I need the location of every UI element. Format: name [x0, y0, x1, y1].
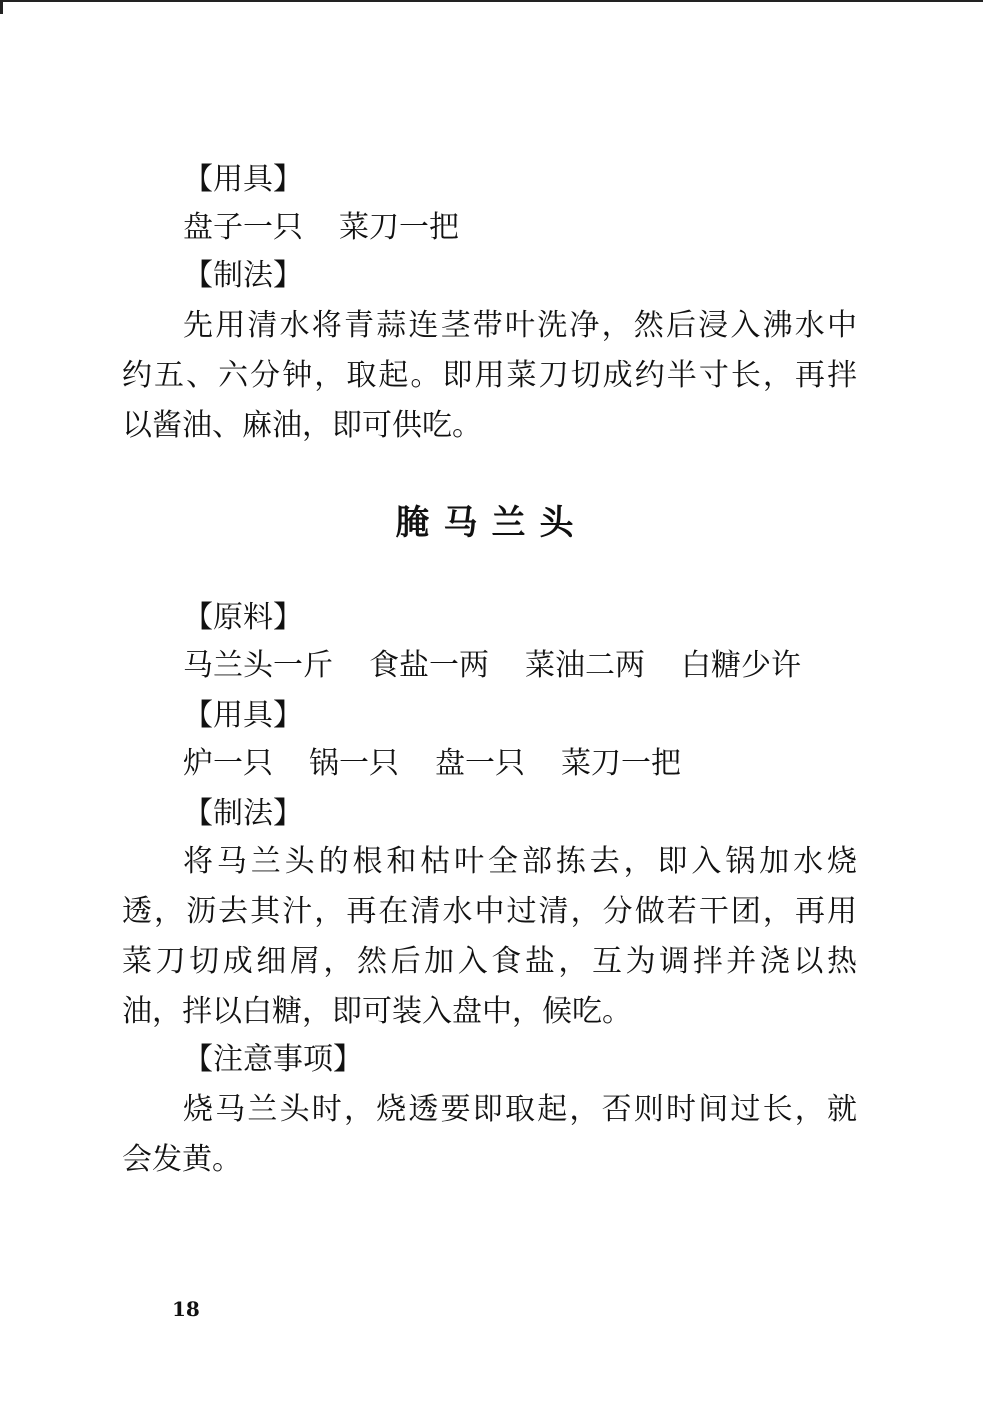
tools-heading: 【用具】 — [183, 162, 303, 197]
ingredient-item: 白糖少许 — [681, 648, 801, 683]
method-line: 先用清水将青蒜连茎带叶洗净，然后浸入沸水中 — [183, 308, 857, 343]
method-line: 约五、六分钟，取起。即用菜刀切成约半寸长，再拌 — [122, 358, 857, 393]
tools-list — [183, 744, 857, 784]
method-line: 油，拌以白糖，即可装入盘中，候吃。 — [122, 994, 632, 1029]
tools-list — [183, 208, 857, 248]
notes-line: 会发黄。 — [122, 1142, 242, 1177]
ingredient-item: 菜油二两 — [525, 648, 645, 683]
tool-item: 菜刀一把 — [339, 210, 459, 245]
tools-heading: 【用具】 — [183, 698, 303, 733]
page-corner-mark — [0, 0, 3, 14]
method-heading: 【制法】 — [183, 258, 303, 293]
method-line: 透，沥去其汁，再在清水中过清，分做若干团，再用 — [122, 894, 857, 929]
notes-line: 烧马兰头时，烧透要即取起，否则时间过长，就 — [183, 1092, 857, 1127]
ingredients-heading: 【原料】 — [183, 600, 303, 635]
method-line: 将马兰头的根和枯叶全部拣去，即入锅加水烧 — [183, 844, 857, 879]
tool-item: 菜刀一把 — [561, 746, 681, 781]
method-line: 菜刀切成细屑，然后加入食盐，互为调拌并浇以热 — [122, 944, 857, 979]
ingredient-item: 马兰头一斤 — [183, 648, 333, 683]
tool-item: 锅一只 — [309, 746, 399, 781]
method-line: 以酱油、麻油，即可供吃。 — [122, 408, 482, 443]
notes-heading: 【注意事项】 — [183, 1042, 363, 1077]
tool-item: 炉一只 — [183, 746, 273, 781]
recipe-title: 腌马兰头 — [395, 503, 588, 543]
page-number: 18 — [172, 1297, 200, 1321]
tool-item: 盘一只 — [435, 746, 525, 781]
page-top-rule — [0, 0, 983, 2]
ingredient-item: 食盐一两 — [369, 648, 489, 683]
ingredients-list — [183, 646, 857, 686]
tool-item: 盘子一只 — [183, 210, 303, 245]
method-heading: 【制法】 — [183, 796, 303, 831]
